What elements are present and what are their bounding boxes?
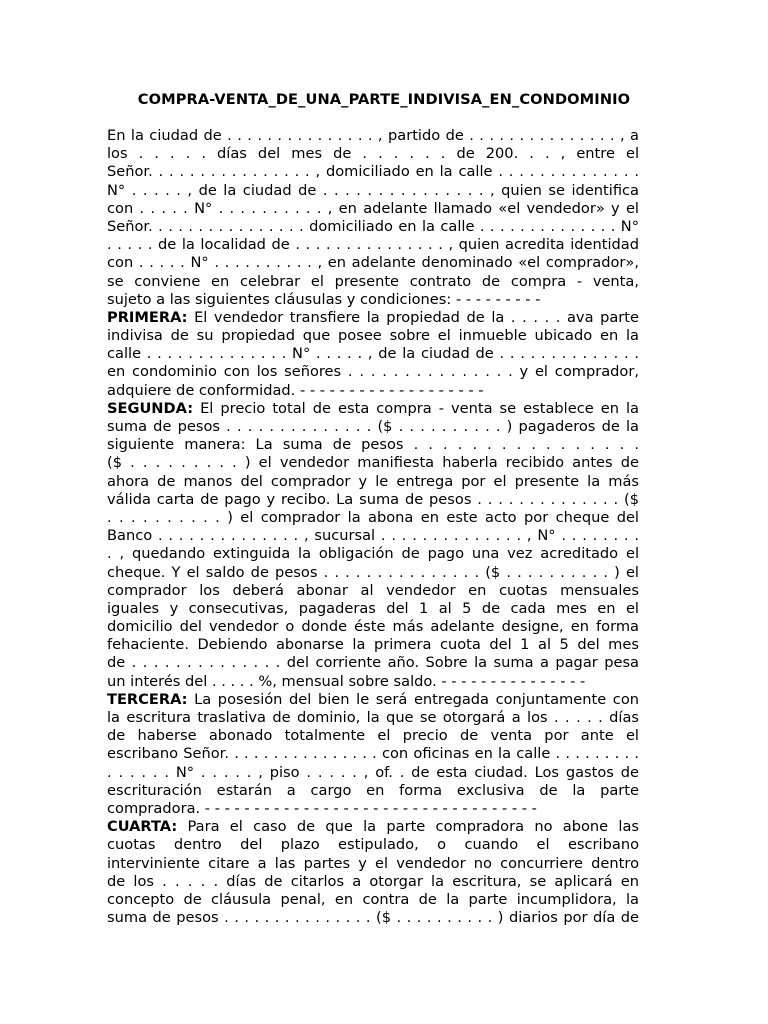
document-line	[107, 745, 639, 763]
line-text: cheque. Y el saldo de pesos . . . . . . . . . . . . . . . ($ . . . . . . . . . . ) el	[107, 563, 639, 581]
line-text: de los . . . . . días de citarlos a otorgar la escritura, se aplicará en	[107, 872, 639, 890]
line-text: la escritura traslativa de dominio, la que se otorgará a los . . . . . días	[107, 709, 639, 726]
line-text: con . . . . . N° . . . . . . . . . . , en adelante llamado «el vendedor» y el	[107, 199, 639, 217]
line-text: N° . . . . . , de la ciudad de . . . . . . . . . . . . . . . , quien se identifica	[107, 181, 639, 199]
document-line	[107, 363, 639, 381]
line-text: escrituración estarán a cargo en forma exclusiva de la parte	[107, 781, 639, 799]
line-text: válida carta de pago y recibo. La suma de pesos . . . . . . . . . . . . . . ($	[107, 490, 639, 508]
document-title: COMPRA-VENTA_DE_UNA_PARTE_INDIVISA_EN_CONDOMINIO	[137, 91, 631, 108]
line-text: compradora. - - - - - - - - - - - - - - - - - - - - - - - - - - - - - - - - - -	[107, 799, 537, 817]
line-text: La posesión del bien le será entregada conjuntamente con	[187, 690, 639, 708]
clause-heading-line	[107, 818, 639, 836]
document-line	[107, 273, 639, 291]
document-line	[107, 618, 639, 636]
line-text: de . . . . . . . . . . . . . . del corriente año. Sobre la suma a pagar pesa	[107, 654, 639, 672]
line-text: domicilio del vendedor o donde éste más adelante designe, en forma	[107, 618, 639, 636]
document-line	[107, 473, 639, 491]
document-line	[107, 345, 639, 363]
document-line	[107, 163, 639, 181]
line-text: Señor. . . . . . . . . . . . . . . . , domiciliado en la calle . . . . . . . . . . . . . .	[107, 163, 639, 181]
line-text: un interés del . . . . . %, mensual sobre saldo. - - - - - - - - - - - - - - -	[107, 672, 586, 690]
line-text: . . . . . de la localidad de . . . . . . . . . . . . . . . , quien acredita identidad	[107, 236, 639, 254]
document-line	[107, 582, 639, 600]
line-text: concepto de cláusula penal, en contra de la parte incumplidora, la	[107, 890, 639, 908]
line-text: siguiente manera: La suma de pesos . . . . . . . . . . . . . . . .	[107, 436, 639, 454]
document-line	[107, 418, 639, 436]
document-line	[107, 654, 639, 672]
document-line	[107, 236, 639, 254]
line-text: los . . . . . días del mes de . . . . . . de 200. . . , entre el	[107, 145, 639, 163]
line-text: suma de pesos . . . . . . . . . . . . . . ($ . . . . . . . . . . ) pagaderos de la	[107, 418, 639, 435]
line-text: ($ . . . . . . . . . ) el vendedor manifiesta haberla recibido antes de	[107, 454, 639, 472]
document-line	[107, 509, 639, 527]
document-line	[107, 436, 639, 454]
document-line	[107, 454, 639, 472]
line-text: El vendedor transfiere la propiedad de la . . . . . ava parte	[187, 308, 639, 326]
line-text: iguales y consecutivas, pagaderas del 1 al 5 de cada mes en el	[107, 599, 639, 617]
clause-label: CUARTA:	[107, 818, 178, 836]
document-line	[107, 800, 639, 818]
line-text: Banco . . . . . . . . . . . . . . , sucursal . . . . . . . . . . . . . . , N° . . . . . . . .	[107, 527, 639, 545]
line-text: escribano Señor. . . . . . . . . . . . . . . . con oficinas en la calle . . . . . . . . .	[107, 745, 639, 763]
document-line	[107, 636, 639, 654]
document-line	[107, 527, 639, 545]
line-text: Señor. . . . . . . . . . . . . . . . domiciliado en la calle . . . . . . . . . . . . . . N°	[107, 217, 639, 235]
document-line	[107, 182, 639, 200]
document-line	[107, 873, 639, 891]
line-text: indivisa de su propiedad que posee sobre el inmueble ubicado en la	[107, 327, 639, 345]
document-line	[107, 709, 639, 727]
document-line	[107, 909, 639, 927]
document-line	[107, 327, 639, 345]
document-line	[107, 127, 639, 145]
document-line	[107, 600, 639, 618]
clause-label: TERCERA:	[107, 690, 188, 708]
line-text: de haberse abonado totalmente el precio de venta por ante el	[107, 727, 639, 745]
line-text: En la ciudad de . . . . . . . . . . . . . . . , partido de . . . . . . . . . . . . . . . , a	[107, 127, 639, 144]
document-line	[107, 254, 639, 272]
line-text: comprador los deberá abonar al vendedor en cuotas mensuales	[107, 581, 639, 599]
document-line	[107, 673, 639, 691]
document-line	[107, 382, 639, 400]
document-line	[107, 291, 639, 309]
line-text: El precio total de esta compra - venta se establece en la	[193, 399, 639, 417]
document-line	[107, 545, 639, 563]
document-line	[107, 727, 639, 745]
document-body	[107, 127, 639, 927]
clause-heading-line	[107, 691, 639, 709]
line-text: Para el caso de que la parte compradora no abone las	[177, 818, 639, 836]
document-line	[107, 764, 639, 782]
document-line	[107, 836, 639, 854]
line-text: sujeto a las siguientes cláusulas y condiciones: - - - - - - - - -	[107, 290, 541, 308]
document-line	[107, 564, 639, 582]
clause-heading-line	[107, 309, 639, 327]
line-text: fehaciente. Debiendo abonarse la primera cuota del 1 al 5 del mes	[107, 636, 639, 654]
document-line	[107, 145, 639, 163]
line-text: . . . . . . . . . . ) el comprador la abona en este acto por cheque del	[107, 508, 639, 526]
line-text: calle . . . . . . . . . . . . . . N° . . . . . , de la ciudad de . . . . . . . . . . . . . .	[107, 345, 639, 363]
line-text: . , quedando extinguida la obligación de pago una vez acreditado el	[107, 545, 639, 563]
clause-heading-line	[107, 400, 639, 418]
clause-label: PRIMERA:	[107, 308, 188, 326]
clause-label: SEGUNDA:	[107, 399, 194, 417]
line-text: con . . . . . N° . . . . . . . . . . , en adelante denominado «el comprador»,	[107, 254, 639, 272]
document-line	[107, 491, 639, 509]
document-line	[107, 891, 639, 909]
line-text: interviniente citare a las partes y el vendedor no concurriere dentro	[107, 854, 639, 872]
line-text: cuotas dentro del plazo estipulado, o cuando el escribano	[107, 836, 639, 854]
document-line	[107, 200, 639, 218]
line-text: ahora de manos del comprador y le entrega por el presente la más	[107, 472, 639, 490]
document-line	[107, 218, 639, 236]
document-line	[107, 855, 639, 873]
line-text: suma de pesos . . . . . . . . . . . . . . . ($ . . . . . . . . . . ) diarios por día de	[107, 909, 639, 927]
line-text: . . . . . . N° . . . . . , piso . . . . . , of. . de esta ciudad. Los gastos de	[107, 763, 639, 781]
line-text: en condominio con los señores . . . . . . . . . . . . . . . y el comprador,	[107, 363, 639, 381]
document-line	[107, 782, 639, 800]
line-text: adquiere de conformidad. - - - - - - - - - - - - - - - - - - -	[107, 381, 484, 399]
line-text: se conviene en celebrar el presente contrato de compra - venta,	[107, 272, 639, 290]
